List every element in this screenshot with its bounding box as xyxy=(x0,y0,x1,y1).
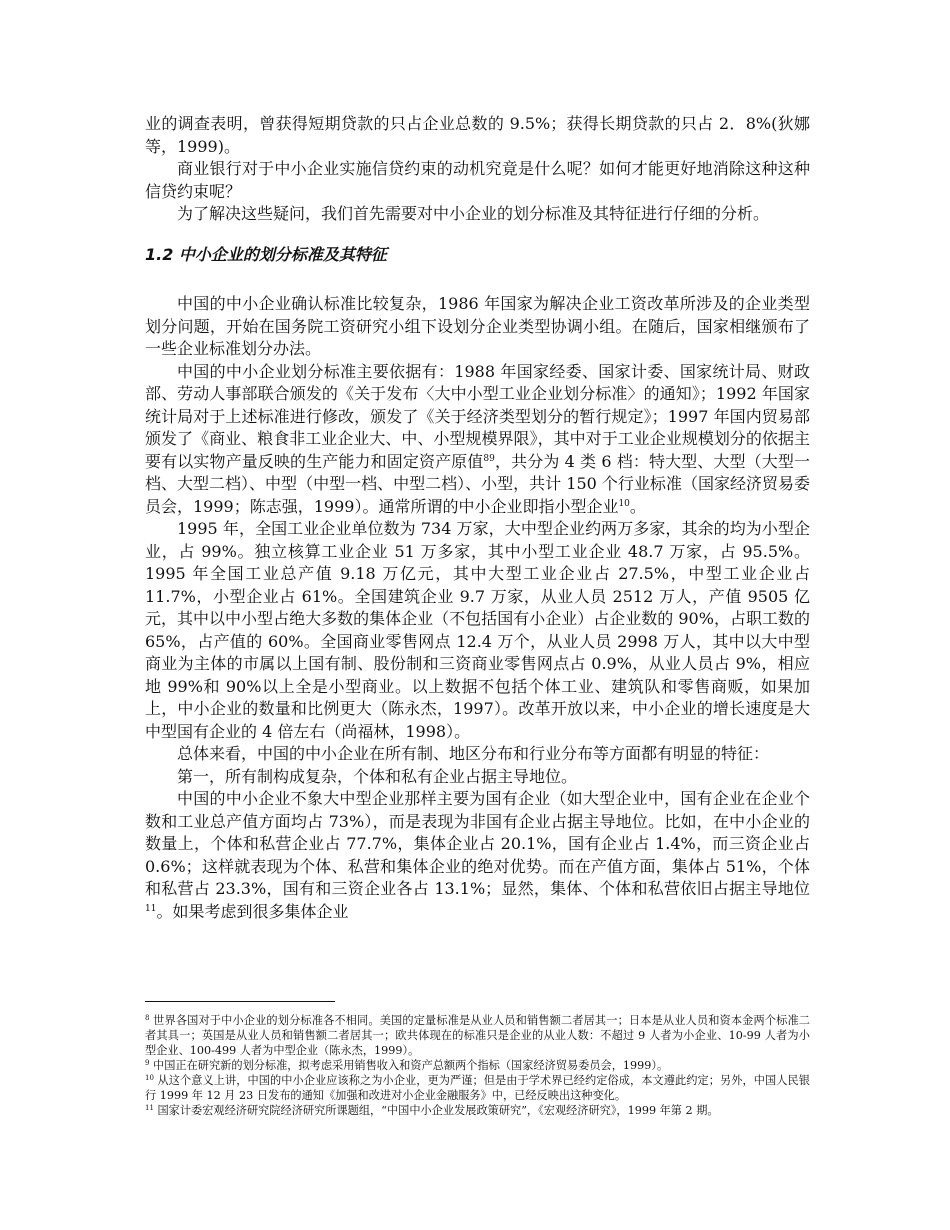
footnote-8 xyxy=(145,1013,810,1058)
footnote-ref: 10 xyxy=(618,498,630,509)
text-span: 。如果考虑到很多集体企业 xyxy=(156,901,349,921)
paragraph-statistics-1995: 1995 年，全国工业企业单位数为 734 万家，大中型企业约两万多家，其余的均为小型企业，占 99%。独立核算工业企业 51 万多家，其中小型工业企业 48.7 万家，占 95.5%。1995 年全国工业总产值 9.18 万亿元，其中大型工业企业占 27.5%，中型工业企业占 11.7%，小型企业占 61%。全国建筑企业 9.7 万家，从业人员 2512 万人，产值 9505 亿元，其中以中小型占绝大多数的集体企业（不包括国有小企业）占企业数的 90%，占职工数的 65%，占产值的 60%。全国商业零售网点 12.4 万个，从业人员 2998 万人，其中以大中型商业为主体的市属以上国有制、股份制和三资商业零售网点占 0.9%，从业人员占 9%，相应地 99%和 90%以上全是小型商业。以上数据不包括个体工业、建筑队和零售商贩，如果加上，中小企业的数量和比例更大（陈永杰，1997）。改革开放以来，中小企业的增长速度是大中型国有企业的 4 倍左右（尚福林，1998）。 xyxy=(145,519,810,741)
footnote-text: 中国正在研究新的划分标准，拟考虑采用销售收入和资产总额两个指标（国家经济贸易委员会，1999）。 xyxy=(149,1059,669,1072)
footnote-text: 世界各国对于中小企业的划分标准各不相同。美国的定量标准是从业人员和销售额二者居其一；日本是从业人员和资本金两个标准二者其具一；英国是从业人员和销售额二者居其一；欧共体现在的标准只是企业的从业人数：不超过 9 人者为小企业、10-99 人者为小型企业、100-499 人者为中型企业（陈永杰，1999）。 xyxy=(145,1014,810,1057)
paragraph-ownership xyxy=(145,788,810,923)
footnote-11 xyxy=(145,1103,810,1118)
paragraph-intro: 为了解决这些疑问，我们首先需要对中小企业的划分标准及其特征进行仔细的分析。 xyxy=(177,204,770,223)
main-text xyxy=(145,113,810,923)
footnote-number: 10 xyxy=(145,1074,154,1082)
footnote-10 xyxy=(145,1073,810,1103)
footnote-divider xyxy=(145,1001,335,1002)
paragraph-standards-basis xyxy=(145,361,810,519)
text-span: 中国的中小企业划分标准主要依据有：1988 年国家经委、国家计委、国家统计局、财政部、劳动人事部联合颁发的《关于发布〈大中小型工业企业划分标准〉的通知》；1992 年国家统计局对于上述标准进行修改，颁发了《关于经济类型划分的暂行规定》；1997 年国内贸易部颁发了《商业、粮食非工业企业大、中、小型规模界限》，其中对于工业企业规模划分的依据主要有以实物产量反映的生产能力和固定资产原值 xyxy=(145,361,810,471)
paragraph-continued: 业的调查表明，曾获得短期贷款的只占企业总数的 9.5%；获得长期贷款的只占 2．8%(狄娜等，1999)。 xyxy=(145,114,810,156)
paragraph-standards-history: 中国的中小企业确认标准比较复杂，1986 年国家为解决企业工资改革所涉及的企业类型划分问题，开始在国务院工资研究小组下设划分企业类型协调小组。在随后，国家相继颁布了一些企业标准划分办法。 xyxy=(145,294,810,358)
footnote-number: 9 xyxy=(145,1059,150,1067)
section-heading: 1.2 中小企业的划分标准及其特征 xyxy=(145,244,387,264)
text-span: 中国的中小企业不象大中型企业那样主要为国有企业（如大型企业中，国有企业在企业个数和工业总产值方面均占 73%），而是表现为非国有企业占据主导地位。比如，在中小企业的数量上，个体和私营企业占 77.7%，集体企业占 20.1%，国有企业占 1.4%，而三资企业占 0.6%；这样就表现为个体、私营和集体企业的绝对优势。而在产值方面，集体占 51%，个体和私营占 23.3%，国有和三资企业各占 13.1%；显然，集体、个体和私营依旧占据主导地位 xyxy=(145,789,810,898)
paragraph-overview: 总体来看，中国的中小企业在所有制、地区分布和行业分布等方面都有明显的特征： xyxy=(177,744,770,763)
paragraph-question: 商业银行对于中小企业实施信贷约束的动机究竟是什么呢？如何才能更好地消除这种这种信贷约束呢？ xyxy=(145,159,810,201)
footnote-9 xyxy=(145,1058,810,1073)
text-span: 。 xyxy=(629,496,646,516)
footnote-number: 11 xyxy=(145,1104,154,1112)
footnote-ref: 11 xyxy=(145,903,157,914)
footnotes xyxy=(145,1013,810,1118)
footnote-ref: 89 xyxy=(483,453,495,464)
footnote-text: 国家计委宏观经济研究院经济研究所课题组，“中国中小企业发展政策研究”，《宏观经济研究》，1999 年第 2 期。 xyxy=(153,1104,719,1117)
paragraph-point-one: 第一，所有制构成复杂，个体和私有企业占据主导地位。 xyxy=(177,766,578,786)
footnote-text: 从这个意义上讲，中国的中小企业应该称之为小企业，更为严谨；但是由于学术界已经约定俗成，本文遵此约定；另外，中国人民银行 1999 年 12 月 23 日发布的通知《加强和改进对小企业金融服务》中，已经反映出这种变化。 xyxy=(145,1074,810,1102)
text-span: ，共分为 4 类 6 档：特大型、大型（大型一档、大型二档）、中型（中型一档、中型二档）、小型，共计 150 个行业标准（国家经济贸易委员会，1999；陈志强，1999）。通常所谓的中小企业即指小型企业 xyxy=(145,451,810,516)
footnote-number: 8 xyxy=(145,1014,150,1022)
